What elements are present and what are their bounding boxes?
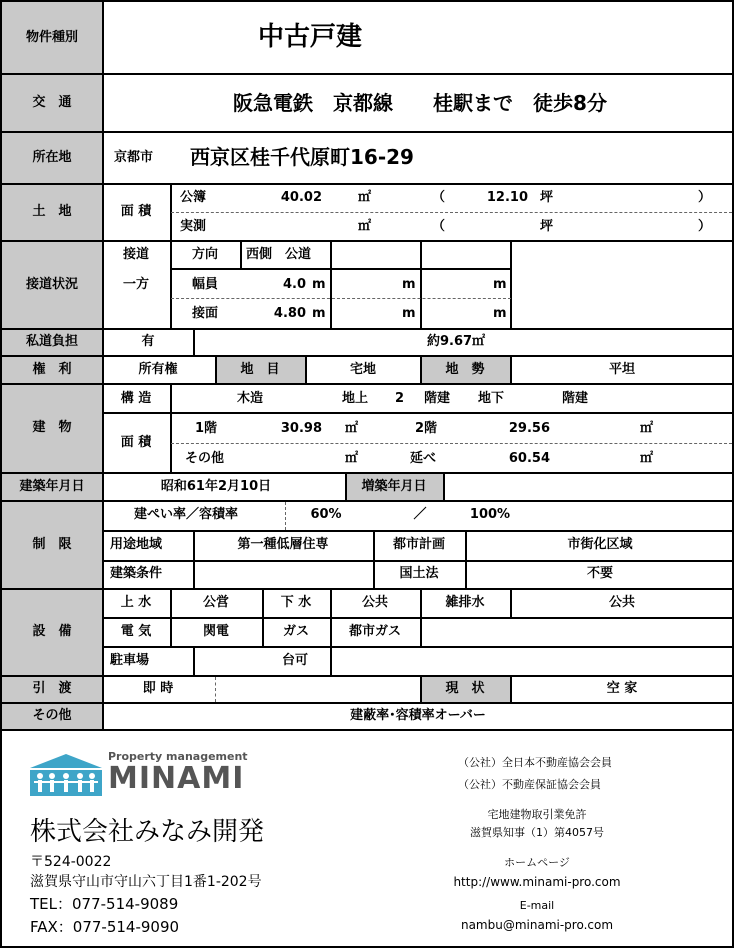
building-floors: 2 [395, 391, 405, 406]
total-area-unit: ㎡ [640, 451, 654, 466]
land-survey-label: 実測 [180, 219, 207, 234]
road-direction-label: 方向 [191, 247, 219, 262]
road-direction-value: 西側 公道 [246, 247, 312, 262]
road-frontage-unit: m [312, 306, 326, 321]
road-frontage-unit-3: m [493, 306, 507, 321]
floor1-value: 30.98 [280, 421, 322, 436]
floor2-unit: ㎡ [640, 421, 654, 436]
private-road-area: 約9.67㎡ [426, 334, 486, 349]
electric-value: 関電 [202, 624, 230, 639]
road-width-label: 幅員 [191, 277, 219, 292]
total-area-value: 60.54 [508, 451, 550, 466]
license-title: 宅地建物取引業免許 [487, 808, 587, 821]
other-area-label: その他 [185, 451, 225, 466]
land-category-label: 地 目 [240, 362, 280, 377]
private-road-label: 私道負担 [25, 334, 79, 349]
land-survey-unit-tsubo: 坪 [540, 219, 554, 234]
floor2-label: 2階 [415, 421, 438, 436]
parking-value: 台可 [282, 653, 309, 668]
built-date-value: 昭和61年2月10日 [160, 479, 272, 494]
land-close-paren: ） [698, 190, 712, 205]
facilities-label: 設 備 [32, 624, 72, 639]
ratio-label: 建ぺい率／容積率 [134, 507, 239, 522]
building-area-label: 面 積 [120, 435, 152, 450]
building-structure-value: 木造 [236, 391, 264, 406]
drain-value: 公共 [608, 595, 636, 610]
road-width-unit: m [312, 277, 326, 292]
floor-ratio-value: 100% [469, 507, 511, 522]
homepage-label: ホームページ [504, 856, 570, 869]
status-value: 空 家 [606, 681, 638, 696]
land-survey-close-paren: ） [698, 219, 712, 234]
status-label: 現 状 [445, 681, 485, 696]
association-1: （公社）全日本不動産協会会員 [458, 756, 612, 769]
building-above-ground: 地上 [342, 391, 369, 406]
land-law-label: 国土法 [399, 566, 439, 581]
gas-label: ガス [282, 624, 310, 639]
restrictions-label: 制 限 [32, 537, 72, 552]
company-logo [30, 750, 260, 800]
association-2: （公社）不動産保証協会会員 [458, 778, 601, 791]
land-category-value: 宅地 [349, 362, 377, 377]
building-structure-label: 構 造 [120, 391, 152, 406]
planning-value: 市街化区域 [567, 537, 633, 552]
total-area-label: 延べ [410, 451, 437, 466]
land-label: 土 地 [32, 204, 72, 219]
sewer-value: 公共 [361, 595, 389, 610]
land-area-label: 面 積 [120, 204, 152, 219]
address-label: 所在地 [32, 150, 72, 165]
conditions-label: 建築条件 [110, 566, 163, 581]
sewer-label: 下 水 [280, 595, 312, 610]
land-unit-tsubo: 坪 [540, 190, 554, 205]
license-value: 滋賀県知事（1）第4057号 [470, 826, 604, 839]
ratio-slash: ／ [413, 507, 427, 522]
company-postal: 〒524-0022 [30, 854, 112, 870]
address-detail: 西京区桂千代原町16-29 [190, 145, 414, 169]
company-fax: FAX：077-514-9090 [30, 918, 180, 936]
road-frontage-unit-2: m [402, 306, 416, 321]
building-underground: 地下 [478, 391, 505, 406]
gas-value: 都市ガス [348, 624, 402, 639]
land-unit-m2: ㎡ [358, 190, 372, 205]
parking-label: 駐車場 [110, 653, 150, 668]
road-frontage-label: 接面 [191, 306, 219, 321]
property-type-value: 中古戸建 [257, 22, 363, 52]
land-law-value: 不要 [586, 566, 614, 581]
other-label: その他 [32, 708, 72, 723]
terrain-value: 平坦 [608, 362, 636, 377]
company-address: 滋賀県守山市守山六丁目1番1-202号 [30, 874, 262, 890]
water-value: 公営 [202, 595, 230, 610]
zoning-label: 用途地域 [110, 537, 163, 552]
delivery-label: 引 渡 [32, 681, 72, 696]
other-area-unit: ㎡ [345, 451, 359, 466]
road-frontage-value: 4.80 [273, 306, 306, 321]
road-width-value: 4.0 [282, 277, 306, 292]
land-registry-tsubo: 12.10 [486, 190, 528, 205]
road-width-unit-3: m [493, 277, 507, 292]
rights-label: 権 利 [32, 362, 72, 377]
email-address[interactable]: nambu@minami-pro.com [460, 918, 614, 932]
other-value: 建蔽率･容積率オーバー [350, 708, 486, 723]
land-open-paren: （ [432, 190, 446, 205]
land-registry-label: 公簿 [180, 190, 207, 205]
road-one-side: 一方 [122, 277, 150, 292]
road-connect-label: 接道 [122, 247, 150, 262]
planning-label: 都市計画 [392, 537, 446, 552]
electric-label: 電 気 [120, 624, 152, 639]
property-type-label: 物件種別 [25, 30, 79, 45]
people-logo-icon [30, 754, 102, 796]
rights-value: 所有権 [138, 362, 178, 377]
email-label: E-mail [519, 899, 555, 912]
terrain-label: 地 勢 [445, 362, 485, 377]
building-label: 建 物 [32, 420, 72, 435]
transport-value: 阪急電鉄 京都線 桂駅まで 徒歩8分 [233, 91, 607, 115]
land-survey-unit-m2: ㎡ [358, 219, 372, 234]
company-tel: TEL：077-514-9089 [30, 895, 179, 913]
road-label: 接道状況 [25, 277, 79, 292]
extension-date-label: 増築年月日 [361, 479, 427, 494]
address-city: 京都市 [114, 150, 154, 165]
road-width-unit-2: m [402, 277, 416, 292]
floor2-value: 29.56 [508, 421, 550, 436]
drain-label: 雑排水 [445, 595, 485, 610]
homepage-url[interactable]: http://www.minami-pro.com [453, 875, 621, 889]
land-survey-open-paren: （ [432, 219, 446, 234]
water-label: 上 水 [120, 595, 152, 610]
floor1-label: 1階 [195, 421, 218, 436]
coverage-value: 60% [310, 507, 342, 522]
zoning-value: 第一種低層住専 [237, 537, 329, 552]
floor1-unit: ㎡ [345, 421, 359, 436]
built-date-label: 建築年月日 [19, 479, 85, 494]
building-underground-unit: 階建 [562, 391, 589, 406]
transport-label: 交 通 [32, 95, 72, 110]
company-name: 株式会社みなみ開発 [30, 817, 265, 847]
logo-wordmark: MINAMI [108, 761, 245, 796]
building-floors-unit: 階建 [424, 391, 451, 406]
logo-subtitle: Property management [108, 750, 248, 763]
delivery-value: 即 時 [142, 681, 174, 696]
land-registry-m2: 40.02 [280, 190, 322, 205]
private-road-value: 有 [141, 334, 155, 349]
